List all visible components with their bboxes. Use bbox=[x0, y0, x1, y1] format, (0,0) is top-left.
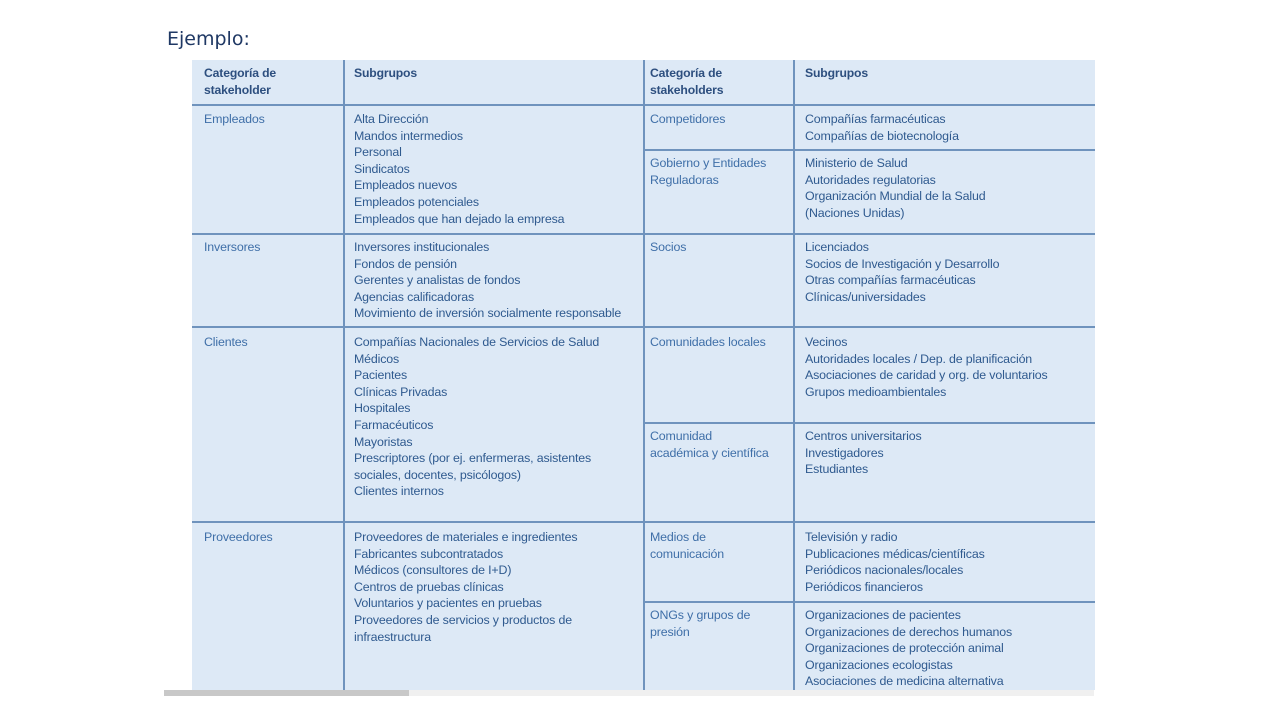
category-cell bbox=[650, 111, 725, 128]
row-divider bbox=[192, 521, 1095, 523]
cell-line: Publicaciones médicas/científicas bbox=[805, 546, 985, 561]
cell-line: Organizaciones de protección animal bbox=[805, 641, 1004, 656]
cell-line: infraestructura bbox=[354, 629, 431, 644]
subgroup-cell bbox=[805, 428, 922, 478]
cell-line: Compañías de biotecnología bbox=[805, 128, 959, 143]
row-divider bbox=[645, 149, 1095, 151]
subgroup-cell bbox=[805, 239, 999, 305]
cell-line: Clientes bbox=[204, 335, 248, 349]
cell-line: Socios de Investigación y Desarrollo bbox=[805, 256, 1000, 271]
row-divider bbox=[192, 233, 1095, 235]
subgroup-cell bbox=[354, 529, 577, 645]
row-divider bbox=[192, 326, 1095, 328]
cell-line: Vecinos bbox=[805, 335, 848, 349]
cell-line: Subgrupos bbox=[354, 66, 417, 80]
cell-line: Asociaciones de caridad y org. de voluntarios bbox=[805, 368, 1048, 383]
cell-line: Periódicos nacionales/locales bbox=[805, 563, 964, 578]
cell-line: Clínicas/universidades bbox=[805, 289, 926, 304]
category-cell bbox=[650, 428, 769, 461]
column-divider bbox=[643, 60, 645, 690]
cell-line: Televisión y radio bbox=[805, 530, 898, 544]
cell-line: Categoría de bbox=[650, 66, 723, 80]
cell-line: (Naciones Unidas) bbox=[805, 205, 905, 220]
cell-line: Gobierno y Entidades bbox=[650, 156, 767, 170]
cell-line: Pacientes bbox=[354, 368, 408, 383]
cell-line: Empleados que han dejado la empresa bbox=[354, 211, 565, 226]
category-cell bbox=[204, 334, 248, 351]
cell-line: Mandos intermedios bbox=[354, 128, 463, 143]
category-cell bbox=[650, 334, 766, 351]
cell-line: Gerentes y analistas de fondos bbox=[354, 273, 521, 288]
row-divider bbox=[645, 601, 1095, 603]
column-divider bbox=[793, 60, 795, 690]
cell-line: Grupos medioambientales bbox=[805, 384, 947, 399]
cell-line: Movimiento de inversión socialmente responsable bbox=[354, 306, 622, 321]
category-cell bbox=[204, 239, 260, 256]
cell-line: Socios bbox=[650, 240, 687, 254]
cell-line: Compañías Nacionales de Servicios de Salud bbox=[354, 335, 600, 349]
cell-line: académica y científica bbox=[650, 445, 769, 460]
cell-line: Farmacéuticos bbox=[354, 417, 434, 432]
cell-line: Personal bbox=[354, 145, 402, 160]
cell-line: Sindicatos bbox=[354, 161, 410, 176]
header-subgroups bbox=[354, 65, 417, 82]
cell-line: Periódicos financieros bbox=[805, 579, 923, 594]
cell-line: Autoridades regulatorias bbox=[805, 172, 936, 187]
cell-line: comunicación bbox=[650, 546, 724, 561]
cell-line: Clientes internos bbox=[354, 484, 444, 499]
cell-line: Asociaciones de medicina alternativa bbox=[805, 674, 1004, 689]
cell-line: Autoridades locales / Dep. de planificación bbox=[805, 351, 1033, 366]
subgroup-cell bbox=[354, 239, 621, 322]
cell-line: presión bbox=[650, 624, 690, 639]
category-cell bbox=[650, 155, 766, 188]
cell-line: Reguladoras bbox=[650, 172, 719, 187]
cell-line: Voluntarios y pacientes en pruebas bbox=[354, 596, 542, 611]
cell-line: Fondos de pensión bbox=[354, 256, 457, 271]
cell-line: Médicos bbox=[354, 351, 400, 366]
cell-line: Competidores bbox=[650, 112, 726, 126]
scrollbar-thumb[interactable] bbox=[164, 690, 409, 696]
cell-line: Empleados nuevos bbox=[354, 178, 457, 193]
horizontal-scrollbar[interactable] bbox=[164, 690, 1094, 696]
header-subgroups-right bbox=[805, 65, 868, 82]
cell-line: Centros de pruebas clínicas bbox=[354, 579, 504, 594]
cell-line: Alta Dirección bbox=[354, 112, 429, 126]
cell-line: ONGs y grupos de bbox=[650, 608, 751, 622]
cell-line: Categoría de bbox=[204, 66, 277, 80]
cell-line: Prescriptores (por ej. enfermeras, asistentes bbox=[354, 451, 592, 466]
cell-line: Centros universitarios bbox=[805, 429, 922, 443]
subgroup-cell bbox=[805, 607, 1012, 690]
subgroup-cell bbox=[805, 155, 986, 221]
cell-line: Medios de bbox=[650, 530, 706, 544]
subgroup-cell bbox=[805, 111, 959, 144]
page-title: Ejemplo: bbox=[167, 28, 250, 50]
cell-line: Organizaciones ecologistas bbox=[805, 657, 953, 672]
category-cell bbox=[650, 607, 750, 640]
cell-line: Ministerio de Salud bbox=[805, 156, 908, 170]
cell-line: stakeholder bbox=[204, 83, 271, 97]
cell-line: Organizaciones de derechos humanos bbox=[805, 624, 1013, 639]
column-divider bbox=[343, 60, 345, 690]
cell-line: Proveedores de servicios y productos de bbox=[354, 612, 572, 627]
category-cell bbox=[650, 239, 686, 256]
row-divider bbox=[192, 104, 1095, 106]
cell-line: Fabricantes subcontratados bbox=[354, 546, 504, 561]
stakeholder-table bbox=[192, 60, 1095, 690]
subgroup-cell bbox=[354, 334, 599, 500]
cell-line: Clínicas Privadas bbox=[354, 384, 448, 399]
header-category bbox=[204, 65, 276, 99]
cell-line: Empleados potenciales bbox=[354, 194, 479, 209]
cell-line: Comunidad bbox=[650, 429, 713, 443]
cell-line: Inversores bbox=[204, 240, 261, 254]
cell-line: Organización Mundial de la Salud bbox=[805, 189, 986, 204]
subgroup-cell bbox=[805, 334, 1048, 400]
cell-line: Mayoristas bbox=[354, 434, 413, 449]
cell-line: sociales, docentes, psicólogos) bbox=[354, 467, 521, 482]
category-cell bbox=[650, 529, 724, 562]
cell-line: Hospitales bbox=[354, 401, 411, 416]
cell-line: Licenciados bbox=[805, 240, 869, 254]
cell-line: Compañías farmacéuticas bbox=[805, 112, 946, 126]
category-cell bbox=[204, 111, 265, 128]
cell-line: Proveedores de materiales e ingredientes bbox=[354, 530, 578, 544]
category-cell bbox=[204, 529, 273, 546]
subgroup-cell bbox=[805, 529, 985, 595]
header-category-right bbox=[650, 65, 723, 99]
cell-line: Inversores institucionales bbox=[354, 240, 490, 254]
cell-line: Organizaciones de pacientes bbox=[805, 608, 961, 622]
cell-line: Médicos (consultores de I+D) bbox=[354, 563, 512, 578]
subgroup-cell bbox=[354, 111, 564, 227]
cell-line: Investigadores bbox=[805, 445, 884, 460]
cell-line: Comunidades locales bbox=[650, 335, 766, 349]
cell-line: Proveedores bbox=[204, 530, 273, 544]
row-divider bbox=[645, 422, 1095, 424]
cell-line: Subgrupos bbox=[805, 66, 868, 80]
cell-line: stakeholders bbox=[650, 83, 724, 97]
cell-line: Otras compañías farmacéuticas bbox=[805, 273, 976, 288]
cell-line: Estudiantes bbox=[805, 462, 869, 477]
cell-line: Empleados bbox=[204, 112, 265, 126]
cell-line: Agencias calificadoras bbox=[354, 289, 474, 304]
